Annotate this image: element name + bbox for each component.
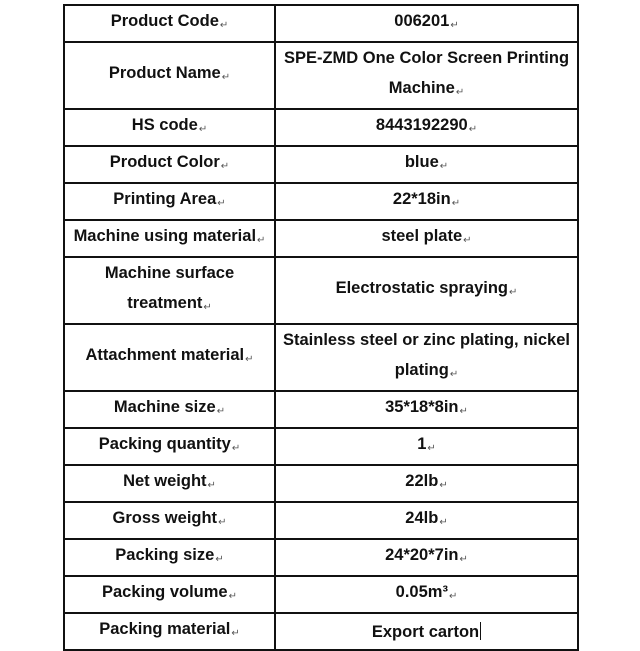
paragraph-mark-icon: ↵	[468, 124, 478, 135]
paragraph-mark-icon: ↵	[451, 198, 461, 209]
label-cell: Machine using material↵	[64, 220, 275, 257]
value-cell: 0.05m³↵	[275, 576, 578, 613]
paragraph-mark-icon: ↵	[219, 20, 229, 31]
label-cell: Product Code↵	[64, 5, 275, 42]
paragraph-mark-icon: ↵	[220, 161, 230, 172]
value-cell: Stainless steel or zinc plating, nickel plating↵	[275, 324, 578, 391]
label-cell: Packing size↵	[64, 539, 275, 576]
label-cell: Product Name↵	[64, 42, 275, 109]
paragraph-mark-icon: ↵	[217, 198, 226, 209]
row-packing-material	[64, 613, 578, 650]
value-cell: 1↵	[275, 428, 578, 465]
label-cell: Packing material↵	[64, 613, 275, 650]
row-machine-size	[64, 391, 578, 428]
paragraph-mark-icon: ↵	[221, 72, 231, 83]
row-printing-area	[64, 183, 578, 220]
row-hs-code	[64, 109, 578, 146]
value-cell: 24lb↵	[275, 502, 578, 539]
value-cell: 22lb↵	[275, 465, 578, 502]
label-cell: Gross weight↵	[64, 502, 275, 539]
value-cell: Electrostatic spraying↵	[275, 257, 578, 324]
label-cell: HS code↵	[64, 109, 275, 146]
row-gross-weight	[64, 502, 578, 539]
paragraph-mark-icon: ↵	[459, 554, 468, 565]
label-cell: Packing quantity↵	[64, 428, 275, 465]
paragraph-mark-icon: ↵	[207, 480, 216, 491]
value-cell: 35*18*8in↵	[275, 391, 578, 428]
value-cell: blue↵	[275, 146, 578, 183]
paragraph-mark-icon: ↵	[231, 443, 241, 454]
value-cell: 22*18in↵	[275, 183, 578, 220]
paragraph-mark-icon: ↵	[257, 235, 266, 246]
spec-sheet	[63, 4, 577, 651]
paragraph-mark-icon: ↵	[228, 591, 238, 602]
paragraph-mark-icon: ↵	[439, 161, 449, 172]
row-surface-treatment	[64, 257, 578, 324]
paragraph-mark-icon: ↵	[203, 302, 212, 313]
value-cell: 24*20*7in↵	[275, 539, 578, 576]
value-cell: steel plate↵	[275, 220, 578, 257]
value-cell: 006201↵	[275, 5, 578, 42]
value-cell: SPE-ZMD One Color Screen Printing Machine↵	[275, 42, 578, 109]
value-cell: 8443192290↵	[275, 109, 578, 146]
paragraph-mark-icon: ↵	[218, 517, 227, 528]
paragraph-mark-icon: ↵	[215, 554, 224, 565]
paragraph-mark-icon: ↵	[231, 628, 240, 639]
text-cursor	[480, 622, 481, 640]
paragraph-mark-icon: ↵	[450, 20, 459, 31]
label-cell: Attachment material↵	[64, 324, 275, 391]
paragraph-mark-icon: ↵	[198, 124, 208, 135]
paragraph-mark-icon: ↵	[427, 443, 436, 454]
row-product-color	[64, 146, 578, 183]
paragraph-mark-icon: ↵	[459, 406, 468, 417]
row-product-code	[64, 5, 578, 42]
paragraph-mark-icon: ↵	[455, 87, 465, 98]
row-packing-size	[64, 539, 578, 576]
label-cell: Printing Area↵	[64, 183, 275, 220]
paragraph-mark-icon: ↵	[463, 235, 472, 246]
paragraph-mark-icon: ↵	[439, 517, 448, 528]
paragraph-mark-icon: ↵	[449, 369, 459, 380]
label-cell: Machine surface treatment↵	[64, 257, 275, 324]
row-product-name	[64, 42, 578, 109]
label-cell: Machine size↵	[64, 391, 275, 428]
row-net-weight	[64, 465, 578, 502]
paragraph-mark-icon: ↵	[448, 591, 458, 602]
paragraph-mark-icon: ↵	[245, 354, 254, 365]
row-packing-quantity	[64, 428, 578, 465]
row-attachment-material	[64, 324, 578, 391]
row-packing-volume	[64, 576, 578, 613]
label-cell: Product Color↵	[64, 146, 275, 183]
paragraph-mark-icon: ↵	[439, 480, 448, 491]
spec-table	[63, 4, 579, 651]
label-cell: Net weight↵	[64, 465, 275, 502]
row-machine-material	[64, 220, 578, 257]
label-cell: Packing volume↵	[64, 576, 275, 613]
paragraph-mark-icon: ↵	[509, 287, 518, 298]
paragraph-mark-icon: ↵	[216, 406, 226, 417]
value-cell[interactable]: Export carton	[275, 613, 578, 650]
